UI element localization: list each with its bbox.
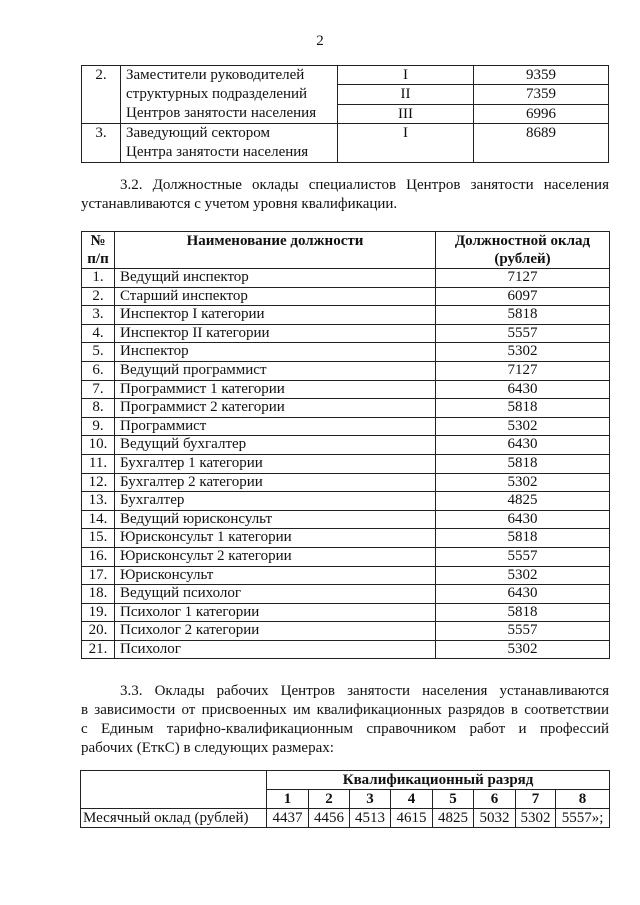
page-number: 2	[316, 33, 324, 49]
row-number: 3.	[82, 306, 115, 325]
position-name: Старший инспектор	[115, 287, 436, 306]
salary-cell: 5302	[436, 417, 610, 436]
table-row	[82, 529, 610, 548]
position-name: Ведущий программист	[115, 361, 436, 380]
salary-cell: 5557	[436, 622, 610, 641]
position-name: Бухгалтер 1 категории	[115, 454, 436, 473]
grade-number: 2	[309, 790, 350, 809]
header-text: (рублей)	[494, 251, 551, 267]
row-number: 17.	[82, 566, 115, 585]
position-name: Психолог 1 категории	[115, 603, 436, 622]
table-row	[82, 124, 609, 163]
salary-cell: 7359	[474, 85, 609, 104]
table-row	[82, 361, 610, 380]
paragraph-line: рабочих (ЕткС) в следующих размерах:	[81, 740, 334, 756]
salary-cell: 4437	[267, 809, 309, 828]
table-header-row	[81, 771, 610, 790]
header-salary	[436, 232, 610, 269]
table-row	[82, 585, 610, 604]
paragraph-line: 3.2. Должностные оклады специалистов Центров занятости населения	[120, 177, 609, 193]
table-row	[82, 417, 610, 436]
category-cell: I	[338, 124, 474, 163]
table-row	[82, 454, 610, 473]
row-number: 13.	[82, 492, 115, 511]
position-name-line: Центра занятости населения	[126, 144, 309, 160]
position-name: Юрисконсульт 2 категории	[115, 547, 436, 566]
position-name: Юрисконсульт	[115, 566, 436, 585]
category-cell: I	[338, 66, 474, 85]
row-number: 5.	[82, 343, 115, 362]
salary-cell: 6996	[474, 104, 609, 123]
row-number: 11.	[82, 454, 115, 473]
specialist-salary-table	[81, 231, 610, 659]
empty-header-cell	[81, 771, 267, 809]
salary-cell: 4615	[391, 809, 433, 828]
table-row	[82, 510, 610, 529]
position-name: Психолог	[115, 640, 436, 659]
salary-cell: 6430	[436, 510, 610, 529]
row-number: 7.	[82, 380, 115, 399]
header-text: п/п	[87, 251, 109, 267]
category-cell: III	[338, 104, 474, 123]
row-number: 12.	[82, 473, 115, 492]
paragraph-line: 3.3. Оклады рабочих Центров занятости населения устанавливаются	[120, 683, 609, 699]
header-position-name: Наименование должности	[115, 232, 436, 269]
row-number: 9.	[82, 417, 115, 436]
worker-grade-salary-table	[80, 770, 610, 828]
salary-cell: 5302	[436, 566, 610, 585]
section-3-3-paragraph	[81, 682, 609, 758]
position-name: Психолог 2 категории	[115, 622, 436, 641]
salary-cell: 5818	[436, 529, 610, 548]
management-salary-table	[81, 65, 609, 163]
salary-cell: 5818	[436, 399, 610, 418]
section-3-2-paragraph	[81, 176, 609, 214]
position-name: Программист	[115, 417, 436, 436]
salary-cell: 5302	[436, 640, 610, 659]
position-name: Ведущий юрисконсульт	[115, 510, 436, 529]
table-row	[82, 492, 610, 511]
header-number	[82, 232, 115, 269]
table-row	[82, 66, 609, 85]
table-row	[82, 640, 610, 659]
grade-number: 4	[391, 790, 433, 809]
salary-cell: 6430	[436, 380, 610, 399]
grade-number: 5	[433, 790, 474, 809]
salary-cell: 5032	[474, 809, 516, 828]
row-number: 18.	[82, 585, 115, 604]
salary-cell: 5302	[436, 473, 610, 492]
row-number: 4.	[82, 324, 115, 343]
salary-cell: 4456	[309, 809, 350, 828]
table-row	[82, 287, 610, 306]
category-cell: II	[338, 85, 474, 104]
qualification-grade-header: Квалификационный разряд	[267, 771, 610, 790]
salary-cell: 5302	[436, 343, 610, 362]
salary-cell: 6430	[436, 436, 610, 455]
row-number: 6.	[82, 361, 115, 380]
table-row	[82, 380, 610, 399]
position-name	[121, 124, 338, 163]
paragraph-line: в зависимости от присвоенных им квалификационных разрядов в соответствии	[81, 702, 609, 718]
table-row	[82, 269, 610, 288]
position-name: Ведущий инспектор	[115, 269, 436, 288]
position-name: Бухгалтер 2 категории	[115, 473, 436, 492]
position-name: Программист 1 категории	[115, 380, 436, 399]
row-number: 19.	[82, 603, 115, 622]
grade-number: 8	[556, 790, 610, 809]
position-name: Инспектор I категории	[115, 306, 436, 325]
table-row	[82, 436, 610, 455]
position-name-line: Заведующий сектором	[126, 125, 270, 141]
table-row	[81, 809, 610, 828]
header-text: Должностной оклад	[454, 233, 591, 249]
table-row	[82, 547, 610, 566]
table-row	[82, 566, 610, 585]
salary-cell: 5557»;	[556, 809, 610, 828]
row-number: 8.	[82, 399, 115, 418]
salary-cell: 5818	[436, 306, 610, 325]
paragraph-line: устанавливаются с учетом уровня квалификации.	[81, 196, 398, 212]
position-name-line: Центров занятости населения	[126, 105, 317, 121]
row-number: 10.	[82, 436, 115, 455]
salary-cell: 5557	[436, 324, 610, 343]
salary-cell: 5557	[436, 547, 610, 566]
table-row	[82, 324, 610, 343]
position-name: Юрисконсульт 1 категории	[115, 529, 436, 548]
table-row	[82, 622, 610, 641]
salary-cell: 4513	[350, 809, 391, 828]
grade-number: 1	[267, 790, 309, 809]
salary-cell: 5302	[516, 809, 556, 828]
position-name: Ведущий психолог	[115, 585, 436, 604]
table-row	[82, 399, 610, 418]
table-row	[82, 343, 610, 362]
salary-cell: 7127	[436, 361, 610, 380]
row-number: 15.	[82, 529, 115, 548]
salary-cell: 4825	[433, 809, 474, 828]
position-name: Инспектор	[115, 343, 436, 362]
salary-cell: 6097	[436, 287, 610, 306]
paragraph-line: с Единым тарифно-квалификационным справочником работ и профессий	[81, 721, 609, 737]
salary-cell: 7127	[436, 269, 610, 288]
header-text: №	[90, 233, 106, 249]
row-number: 2.	[82, 66, 121, 124]
row-label: Месячный оклад (рублей)	[81, 809, 267, 828]
grade-number: 6	[474, 790, 516, 809]
position-name: Ведущий бухгалтер	[115, 436, 436, 455]
salary-cell: 6430	[436, 585, 610, 604]
salary-cell: 8689	[474, 124, 609, 163]
table-header-row	[82, 232, 610, 269]
position-name: Инспектор II категории	[115, 324, 436, 343]
salary-cell: 4825	[436, 492, 610, 511]
position-name	[121, 66, 338, 124]
grade-number: 7	[516, 790, 556, 809]
row-number: 3.	[82, 124, 121, 163]
grade-number: 3	[350, 790, 391, 809]
row-number: 20.	[82, 622, 115, 641]
position-name: Программист 2 категории	[115, 399, 436, 418]
row-number: 2.	[82, 287, 115, 306]
row-number: 14.	[82, 510, 115, 529]
position-name: Бухгалтер	[115, 492, 436, 511]
salary-cell: 5818	[436, 454, 610, 473]
table-row	[82, 473, 610, 492]
row-number: 21.	[82, 640, 115, 659]
row-number: 1.	[82, 269, 115, 288]
table-row	[82, 603, 610, 622]
row-number: 16.	[82, 547, 115, 566]
salary-cell: 5818	[436, 603, 610, 622]
salary-cell: 9359	[474, 66, 609, 85]
position-name-line: Заместители руководителей	[126, 67, 305, 83]
table-row	[82, 306, 610, 325]
position-name-line: структурных подразделений	[126, 86, 308, 102]
